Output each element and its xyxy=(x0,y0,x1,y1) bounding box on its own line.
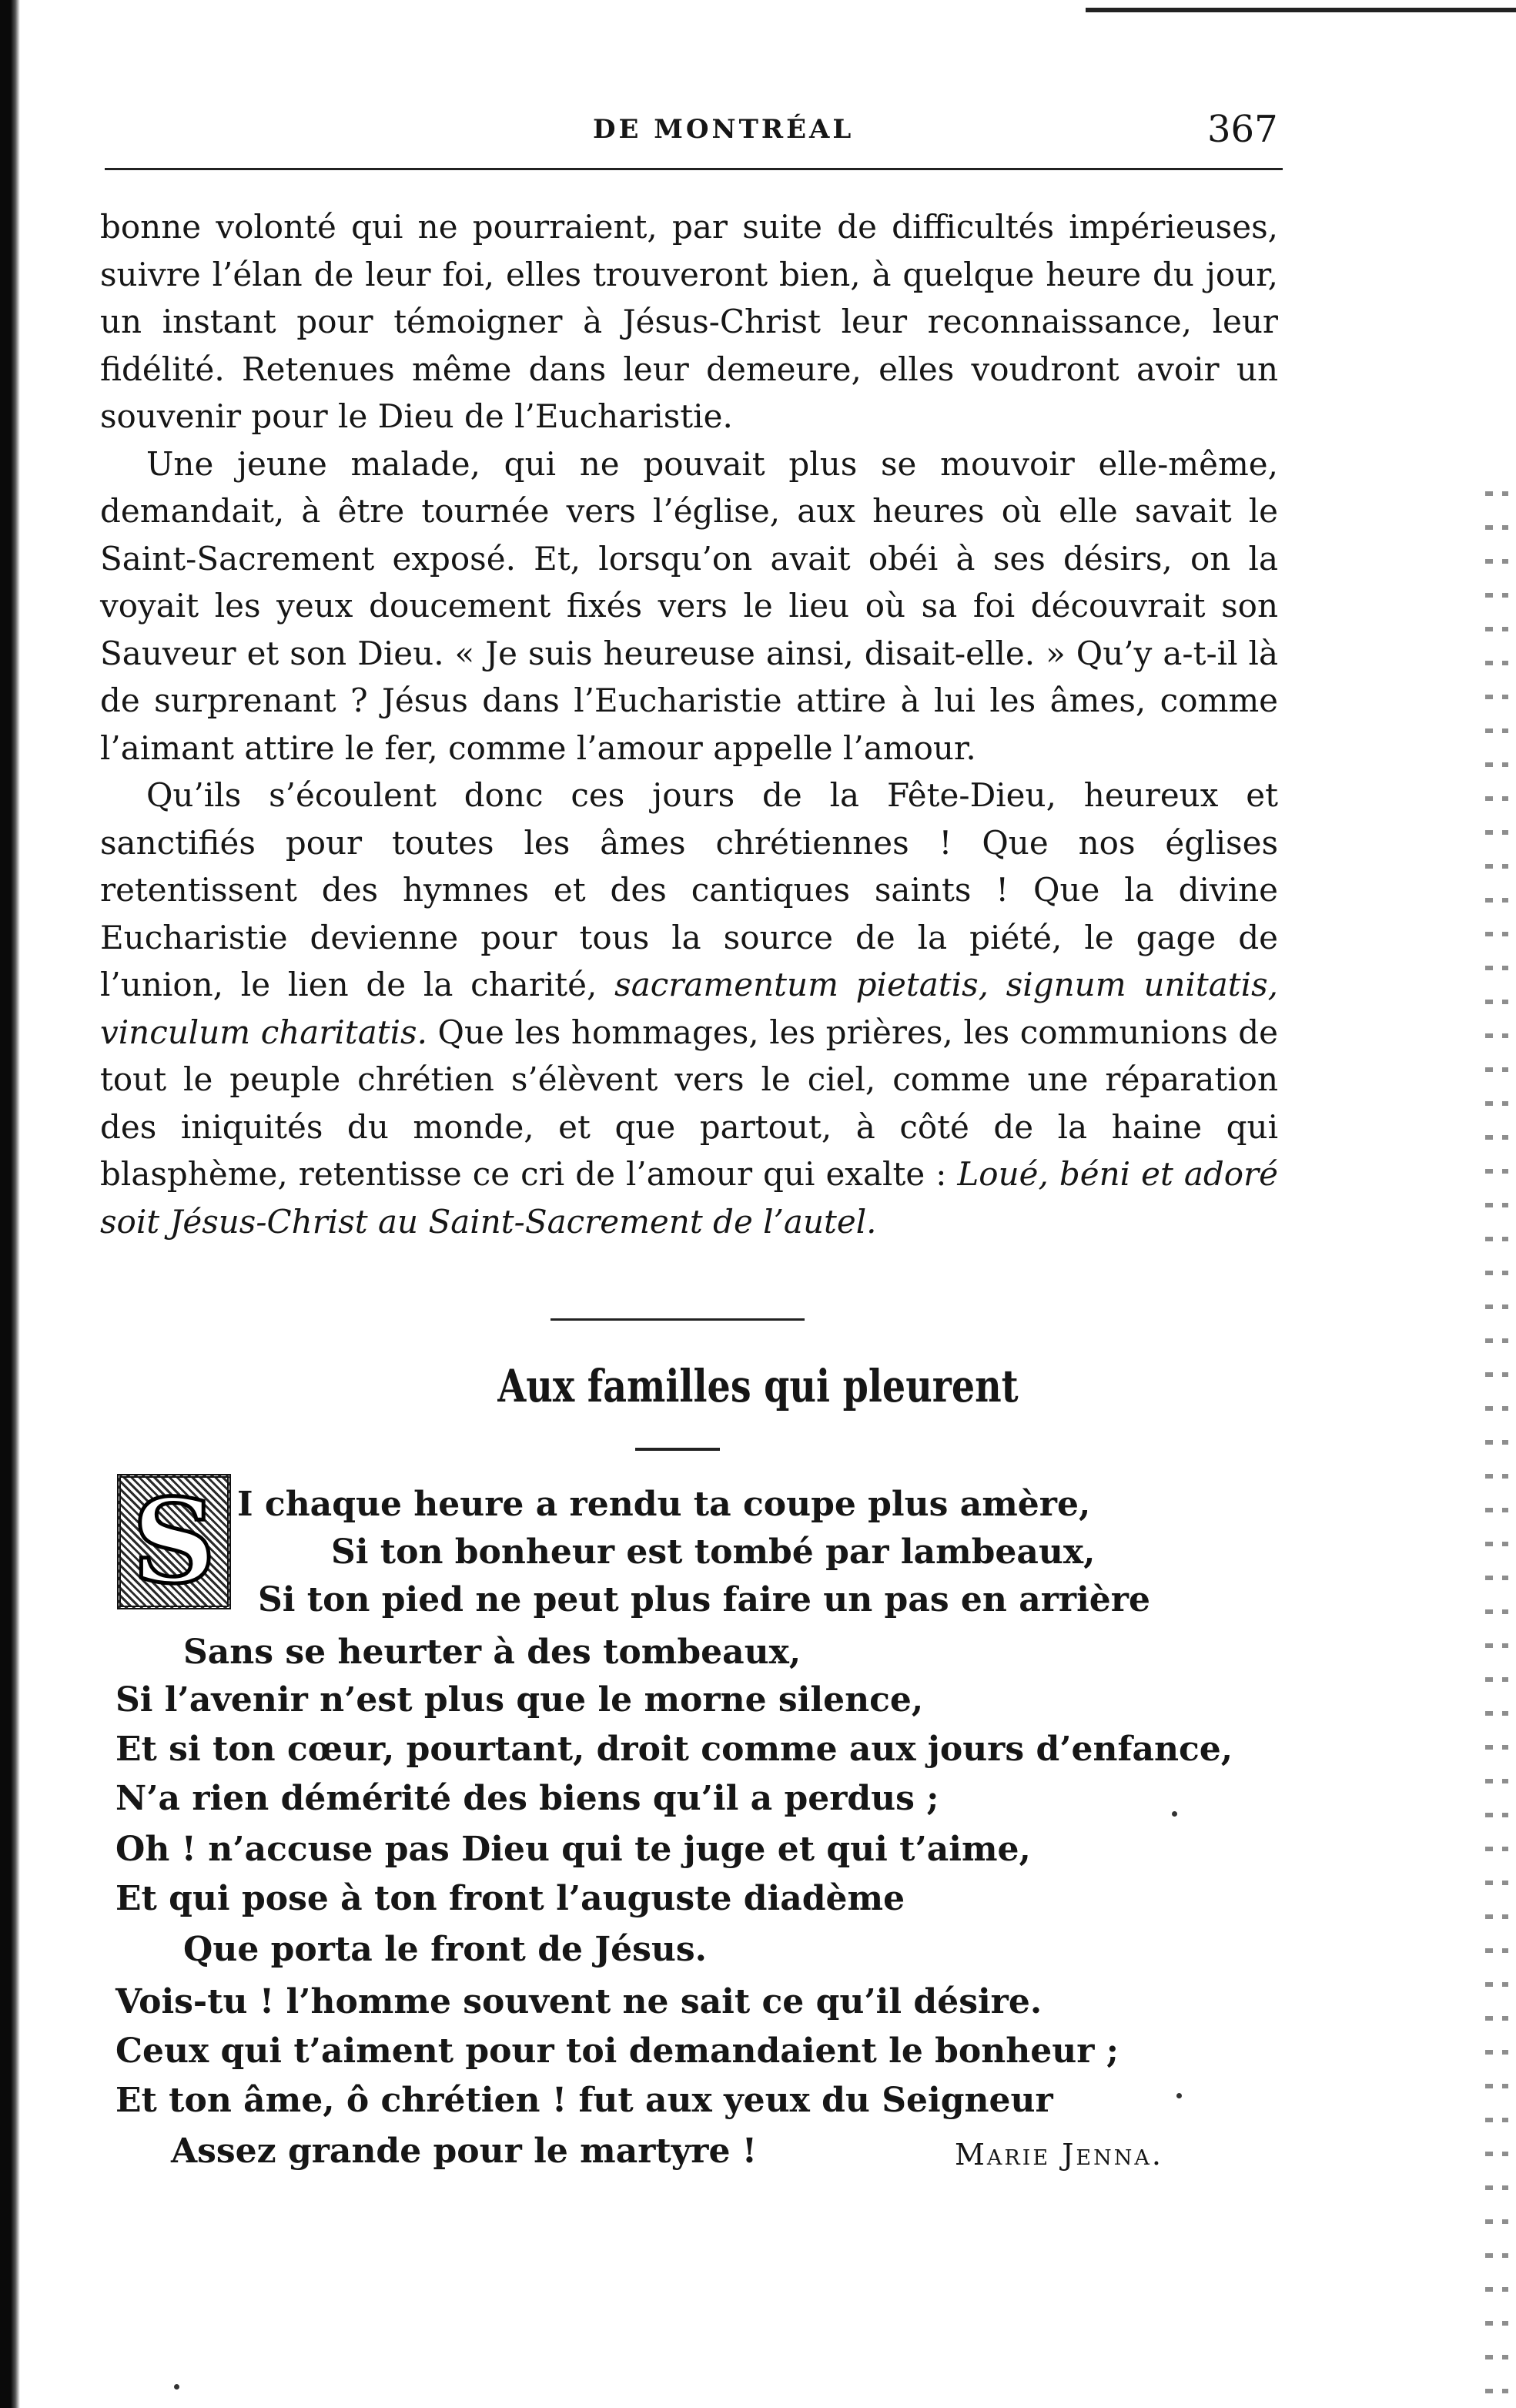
poem-line: Assez grande pour le martyre ! xyxy=(171,2132,758,2171)
paragraph-3 xyxy=(100,772,1278,1245)
running-head: DE MONTRÉAL xyxy=(593,114,855,145)
poem-line: Vois-tu ! l’homme souvent ne sait ce qu’il désire. xyxy=(115,1982,1042,2021)
scan-right-edge-marks xyxy=(1462,462,1516,2408)
scan-left-edge xyxy=(0,0,20,2408)
latin-motto: sacramentum pietatis, signum unitatis, vinculum charitatis. xyxy=(100,966,1278,1051)
page-number: 367 xyxy=(1207,108,1278,151)
scan-speck xyxy=(1176,2093,1182,2098)
poem-line: Que porta le front de Jésus. xyxy=(183,1930,707,1969)
title-rule xyxy=(635,1448,720,1451)
paragraph-3-text-cont: Que les hommages, les prières, les communions de tout le peuple chrétien s’élèvent vers le ciel, comme une réparation des iniquités du monde, et que partout, à côté de la haine qui blasphème, retentisse ce cri de l’amour qui exalte : xyxy=(100,1013,1278,1193)
ornamental-dropcap xyxy=(117,1474,231,1609)
scan-speck xyxy=(174,2384,179,2390)
poem-line: Ceux qui t’aiment pour toi demandaient le bonheur ; xyxy=(115,2031,1119,2071)
header-rule xyxy=(105,168,1283,170)
poem-title: Aux familles qui pleurent xyxy=(497,1360,1019,1412)
prose-body xyxy=(100,203,1278,1245)
poem-line: Si ton pied ne peut plus faire un pas en arrière xyxy=(258,1580,1150,1619)
poem-line: I chaque heure a rendu ta coupe plus amère, xyxy=(237,1485,1091,1524)
paragraph-3-text: Qu’ils s’écoulent donc ces jours de la Fête-Dieu, heureux et sanctifiés pour toutes les âmes chrétiennes ! Que nos églises retentissent des hymnes et des cantiques saints ! Que la divine Eucharistie devienne pour tous la source de la piété, le gage de l’union, le lien de la charité, xyxy=(100,776,1278,1003)
poem-line: Oh ! n’accuse pas Dieu qui te juge et qui t’aime, xyxy=(115,1830,1031,1869)
poem-line: Et qui pose à ton front l’auguste diadème xyxy=(115,1879,905,1918)
author-signature: Marie Jenna. xyxy=(955,2138,1163,2172)
paragraph-2: Une jeune malade, qui ne pouvait plus se mouvoir elle-même, demandait, à être tournée vers l’église, aux heures où elle savait le Saint-Sacrement exposé. Et, lorsqu’on avait obéi à ses désirs, on la voyait les yeux doucement fixés vers le lieu où sa foi découvrait son Sauveur et son Dieu. « Je suis heureuse ainsi, disait-elle. » Qu’y a-t-il là de surprenant ? Jésus dans l’Eucharistie attire à lui les âmes, comme l’aimant attire le fer, comme l’amour appelle l’amour. xyxy=(100,444,1278,767)
poem-line: N’a rien démérité des biens qu’il a perdus ; xyxy=(115,1779,939,1818)
paragraph-1: bonne volonté qui ne pourraient, par suite de difficultés impérieuses, suivre l’élan de leur foi, elles trouveront bien, à quelque heure du jour, un instant pour témoigner à Jésus-Christ leur reconnaissance, leur fidélité. Retenues même dans leur demeure, elles voudront avoir un souvenir pour le Dieu de l’Eucharistie. xyxy=(100,208,1278,435)
poem-line: Et ton âme, ô chrétien ! fut aux yeux du Seigneur xyxy=(115,2081,1053,2120)
scan-speck xyxy=(1172,1811,1177,1817)
poem-line: Et si ton cœur, pourtant, droit comme aux jours d’enfance, xyxy=(115,1730,1233,1769)
scan-top-rule xyxy=(1086,8,1516,12)
poem-line: Si ton bonheur est tombé par lambeaux, xyxy=(331,1532,1096,1572)
poem-line: Sans se heurter à des tombeaux, xyxy=(183,1633,802,1672)
acclamation: Loué, béni et adoré soit Jésus-Christ au Saint-Sacrement de l’autel. xyxy=(100,1155,1278,1241)
dropcap-letter: S xyxy=(132,1474,216,1609)
section-divider xyxy=(551,1318,805,1321)
poem-line: Si l’avenir n’est plus que le morne silence, xyxy=(115,1680,924,1720)
